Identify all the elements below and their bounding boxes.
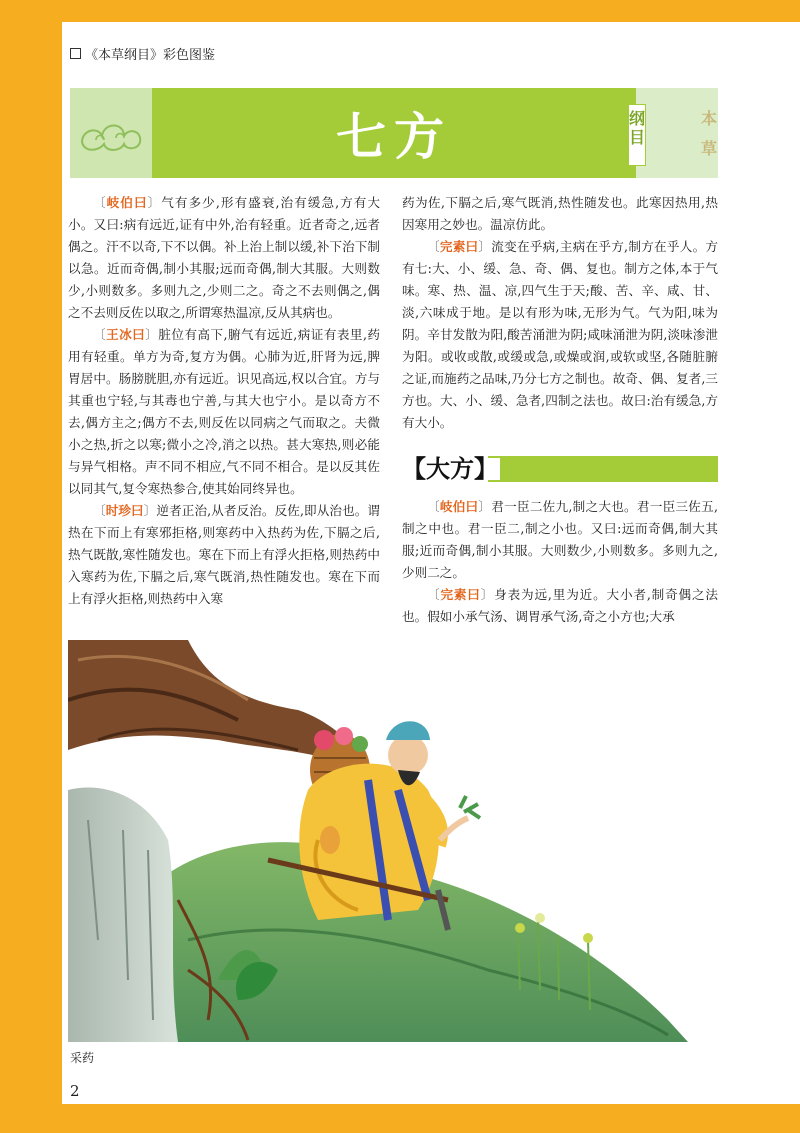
paragraph: 〔岐伯曰〕气有多少,形有盛衰,治有缓急,方有大小。又曰:病有远近,证有中外,治有轻重。近者奇之,远者偶之。汗不以奇,下不以偶。补上治上制以缓,补下治下制以急。近而奇偶,制小其服;远而奇偶,制大其服。大则数少,小则数多。多则九之,少则二之。奇之不去则偶之,偶之不去则反佐以取之,所谓寒热温凉,反从其病也。 (68, 195, 381, 320)
section-heading (402, 454, 718, 484)
right-column (402, 192, 718, 628)
paragraph: 〔完素曰〕流变在乎病,主病在乎方,制方在乎人。方有七:大、小、缓、急、奇、偶、复也。制方之体,本于气味。寒、热、温、凉,四气生于天;酸、苦、辛、咸、甘、淡,六味成于地。是以有形为味,无形为气。气为阳,味为阴。辛甘发散为阳,酸苦涌泄为阴;咸味涌泄为阴,淡味渗泄为阳。或收或散,或缓或急,或燥或润,或软或坚,各随脏腑之证,而施药之品味,乃分七方之制也。故奇、偶、复者,三方也。大、小、缓、急者,四制之法也。故曰:治有缓急,方有大小。 (402, 239, 719, 430)
source-label: 王冰曰 (106, 327, 146, 342)
page (62, 22, 800, 1104)
paragraph-text: 逆者正治,从者反治。反佐,即从治也。谓热在下而上有寒邪拒格,则寒药中入热药为佐,下膈之后,热气既散,寒性随发也。寒在下而上有浮火拒格,则热药中入寒药为佐,下膈之后,寒气既消,热性随发也。寒在下而上有浮火拒格,则热药中入寒 (68, 503, 381, 606)
image-caption: 采药 (70, 1051, 95, 1065)
source-label: 岐伯曰 (106, 195, 148, 210)
cloud-ornament (70, 88, 152, 178)
source-label: 完素曰 (439, 239, 479, 254)
running-title: 《本草纲目》彩色图鉴 (85, 48, 216, 63)
section-title: 【大方】 (402, 455, 498, 483)
paragraph-text: 脏位有高下,腑气有远近,病证有表里,药用有轻重。单方为奇,复方为偶。心肺为近,肝肾为远,脾胃居中。肠膀胱胆,亦有远近。识见高远,权以合宜。方与其重也宁轻,与其毒也宁善,与其大也宁小。是以奇方不去,偶方主之;偶方不去,则反佐以同病之气而取之。夫微小之热,折之以寒;微小之冷,消之以热。甚大寒热,则必能与异气相格。声不同不相应,气不同不相合。是以反其佐以同其气,复令寒热参合,使其始同终异也。 (68, 327, 381, 496)
paragraph: 〔时珍曰〕逆者正治,从者反治。反佐,即从治也。谓热在下而上有寒邪拒格,则寒药中入热药为佐,下膈之后,热气既散,寒性随发也。寒在下而上有浮火拒格,则热药中入寒药为佐,下膈之后,寒气既消,热性随发也。寒在下而上有浮火拒格,则热药中入寒 (68, 503, 381, 606)
source-label: 岐伯曰 (439, 499, 479, 514)
book-badge-faded: 本草 (700, 109, 717, 158)
section-bar (488, 456, 718, 482)
paragraph-text: 身表为远,里为近。大小者,制奇偶之法也。假如小承气汤、调胃承气汤,奇之小方也;大承 (402, 587, 719, 624)
source-label: 完素曰 (440, 587, 481, 602)
source-label: 时珍曰 (105, 503, 144, 518)
paragraph-text: 流变在乎病,主病在乎方,制方在乎人。方有七:大、小、缓、急、奇、偶、复也。制方之体,本于气味。寒、热、温、凉,四气生于天;酸、苦、辛、咸、甘、淡,六味成于地。是以有形为味,无形为气。气为阳,味为阴。辛甘发散为阳,酸苦涌泄为阴;咸味涌泄为阴,淡味渗泄为阳。或收或散,或缓或急,或燥或润,或软或坚,各随脏腑之证,而施药之品味,乃分七方之制也。故奇、偶、复者,三方也。大、小、缓、急者,四制之法也。故曰:治有缓急,方有大小。 (402, 239, 719, 430)
paragraph-text: 君一臣二佐九,制之大也。君一臣三佐五,制之中也。君一臣二,制之小也。又曰:远而奇偶,制大其服;近而奇偶,制小其服。大则数少,小则数多。多则九之,少则二之。 (402, 499, 719, 580)
chapter-banner (70, 88, 718, 178)
cloud-icon (78, 112, 148, 156)
paragraph: 〔王冰曰〕脏位有高下,腑气有远近,病证有表里,药用有轻重。单方为奇,复方为偶。心肺为近,肝肾为远,脾胃居中。肠膀胱胆,亦有远近。识见高远,权以合宜。方与其重也宁轻,与其毒也宁善,与其大也宁小。是以奇方不去,偶方主之;偶方不去,则反佐以同病之气而取之。夫微小之热,折之以寒;微小之冷,消之以热。甚大寒热,则必能与异气相格。声不同不相应,气不同不相合。是以反其佐以同其气,复令寒热参合,使其始同终异也。 (68, 327, 381, 496)
paragraph-text: 气有多少,形有盛衰,治有缓急,方有大小。又曰:病有远近,证有中外,治有轻重。近者奇之,远者偶之。汗不以奇,下不以偶。补上治上制以缓,补下治下制以急。近而奇偶,制小其服;远而奇偶,制大其服。大则数少,小则数多。多则九之,少则二之。奇之不去则偶之,偶之不去则反佐以取之,所谓寒热温凉,反从其病也。 (68, 195, 381, 320)
book-badge: 纲目 (628, 104, 646, 166)
paragraph-continuation: 药为佐,下膈之后,寒气既消,热性随发也。此寒因热用,热因寒用之妙也。温凉仿此。 (402, 195, 718, 232)
square-icon (70, 48, 81, 59)
left-column (68, 192, 380, 610)
banner-title-area (152, 88, 636, 178)
page-number: 2 (70, 1082, 80, 1100)
paragraph: 〔完素曰〕身表为远,里为近。大小者,制奇偶之法也。假如小承气汤、调胃承气汤,奇之小方也;大承 (402, 587, 719, 624)
running-header (70, 44, 215, 63)
chapter-title: 七方 (336, 107, 452, 166)
paragraph: 〔岐伯曰〕君一臣二佐九,制之大也。君一臣三佐五,制之中也。君一臣二,制之小也。又曰:远而奇偶,制大其服;近而奇偶,制小其服。大则数少,小则数多。多则九之,少则二之。 (402, 499, 719, 580)
herb-gatherer-illustration (68, 640, 694, 1042)
herb-gatherer-image (68, 640, 694, 1042)
